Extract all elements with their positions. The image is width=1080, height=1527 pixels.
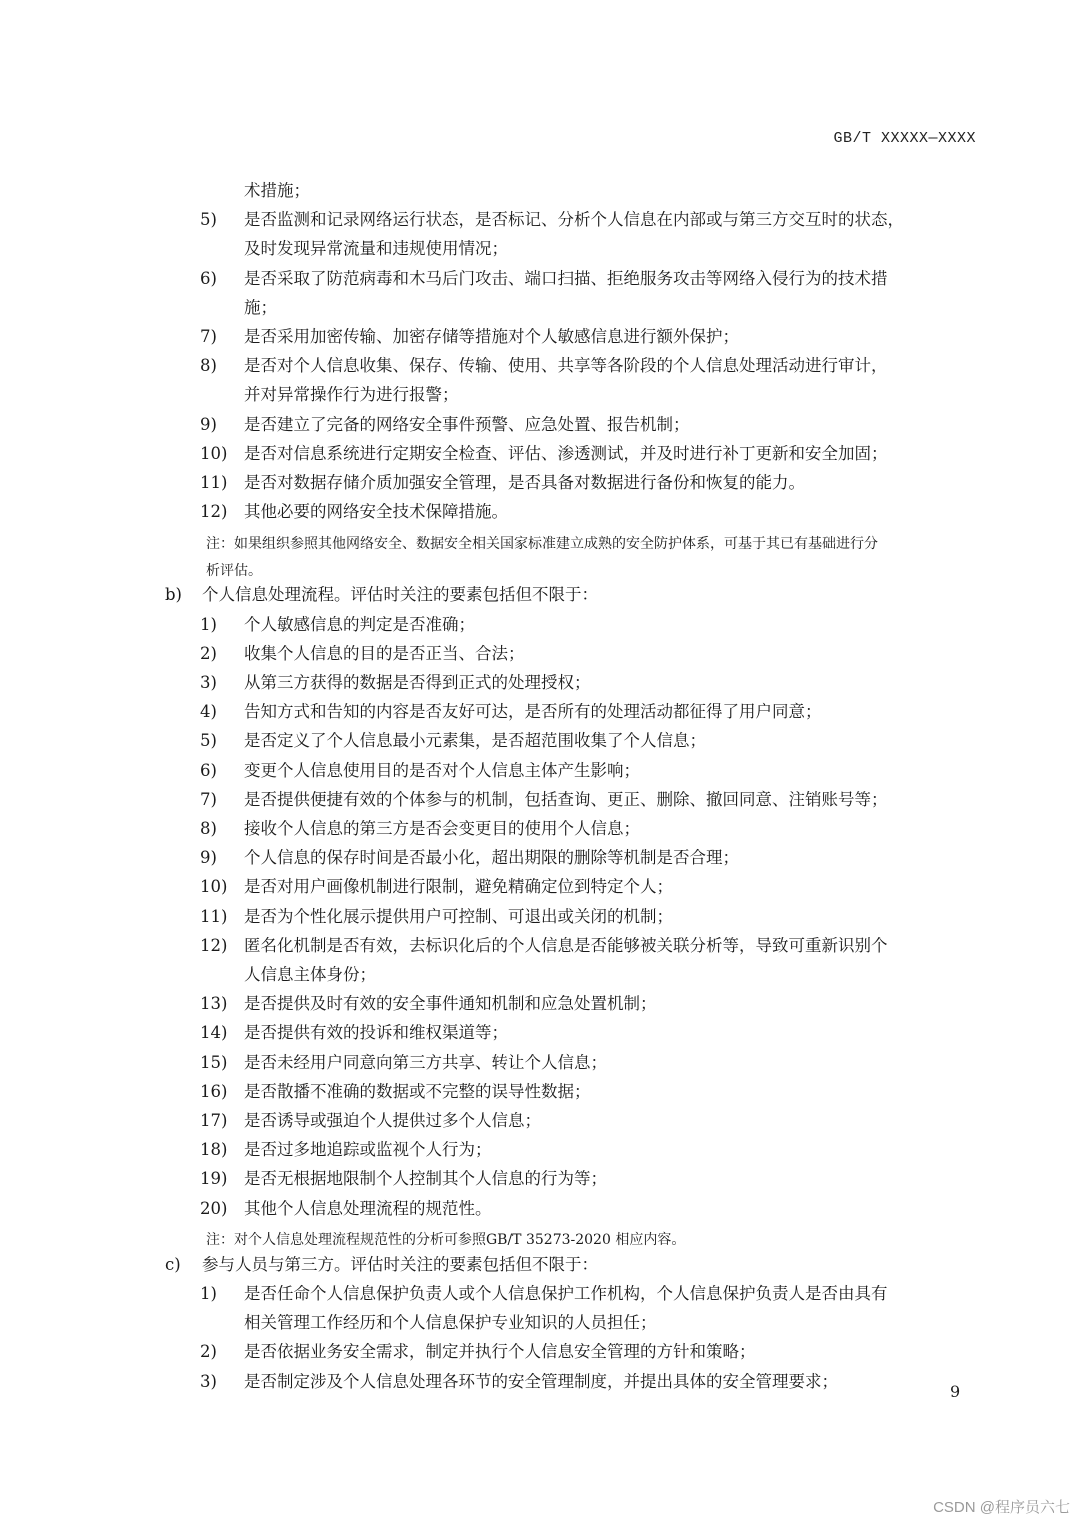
list-b-item-number: 5): [200, 731, 217, 751]
list-b-item-number: 12): [200, 935, 228, 955]
list-a-item-number: 10): [200, 443, 228, 463]
list-c-item-text: 是否任命个人信息保护负责人或个人信息保护工作机构，个人信息保护负责人是否由具有: [244, 1284, 888, 1303]
list-b-item-number: 17): [200, 1111, 228, 1130]
list-b-item-text: 个人敏感信息的判定是否准确；: [244, 614, 475, 634]
list-a-item-text: 是否采用加密传输、加密存储等措施对个人敏感信息进行额外保护；: [244, 327, 739, 346]
list-b-item-number: 14): [200, 1023, 228, 1043]
page-number: 9: [950, 1382, 961, 1401]
note-text: 析评估。: [206, 562, 262, 579]
note-text: 注：如果组织参照其他网络安全、数据安全相关国家标准建立成熟的安全防护体系，可基于其已有基础进行分: [206, 536, 878, 553]
list-c-item-text: 是否依据业务安全需求，制定并执行个人信息安全管理的方针和策略；: [244, 1342, 756, 1362]
list-c-item-number: 1): [200, 1284, 217, 1303]
list-b-item-text: 从第三方获得的数据是否得到正式的处理授权；: [244, 673, 591, 692]
list-b-item-number: 16): [200, 1081, 228, 1101]
list-c-item-number: 2): [200, 1342, 217, 1362]
list-b-item-text: 告知方式和告知的内容是否友好可达，是否所有的处理活动都征得了用户同意；: [244, 702, 822, 722]
document-id-header: GB/T XXXXX—XXXX: [833, 130, 976, 147]
section-b-label: b): [165, 585, 182, 605]
list-b-item-text: 是否诱导或强迫个人提供过多个人信息；: [244, 1111, 541, 1130]
list-a-item-text: 是否对个人信息收集、保存、传输、使用、共享等各阶段的个人信息处理活动进行审计，: [244, 356, 888, 376]
list-b-item-text: 人信息主体身份；: [244, 965, 376, 984]
list-b-item-number: 9): [200, 848, 217, 868]
section-b-title: 个人信息处理流程。评估时关注的要素包括但不限于：: [202, 585, 598, 605]
list-b-item-number: 15): [200, 1052, 228, 1072]
list-a-item-number: 8): [200, 356, 217, 376]
list-b-item-number: 20): [200, 1198, 228, 1218]
list-b-item-text: 接收个人信息的第三方是否会变更目的使用个人信息；: [244, 819, 640, 838]
section-c-label: c): [165, 1254, 181, 1274]
list-a-item-text: 施；: [244, 297, 277, 317]
list-a-item-text: 是否对信息系统进行定期安全检查、评估、渗透测试，并及时进行补丁更新和安全加固；: [244, 443, 888, 463]
note-text: 注：对个人信息处理流程规范性的分析可参照GB/T 35273-2020 相应内容。: [206, 1231, 686, 1248]
list-b-item-text: 是否对用户画像机制进行限制，避免精确定位到特定个人；: [244, 877, 673, 897]
list-b-item-text: 是否过多地追踪或监视个人行为；: [244, 1140, 492, 1160]
watermark: CSDN @程序员六七: [933, 1499, 1070, 1516]
section-c-title: 参与人员与第三方。评估时关注的要素包括但不限于：: [202, 1254, 598, 1274]
list-b-item-text: 变更个人信息使用目的是否对个人信息主体产生影响；: [244, 760, 640, 780]
list-b-item-text: 是否未经用户同意向第三方共享、转让个人信息；: [244, 1052, 607, 1072]
list-b-item-text: 收集个人信息的目的是否正当、合法；: [244, 643, 525, 663]
list-c-item-text: 是否制定涉及个人信息处理各环节的安全管理制度，并提出具体的安全管理要求；: [244, 1371, 838, 1391]
list-b-item-text: 其他个人信息处理流程的规范性。: [244, 1198, 492, 1218]
list-b-item-number: 19): [200, 1169, 228, 1189]
list-b-item-text: 是否为个性化展示提供用户可控制、可退出或关闭的机制；: [244, 906, 673, 926]
list-b-item-number: 4): [200, 702, 217, 722]
list-a-item-text: 并对异常操作行为进行报警；: [244, 385, 459, 405]
list-a-item-number: 7): [200, 327, 217, 346]
list-b-item-number: 2): [200, 643, 217, 663]
list-b-item-number: 13): [200, 994, 228, 1014]
list-a-item-number: 9): [200, 414, 217, 434]
list-a-item-text: 其他必要的网络安全技术保障措施。: [244, 502, 508, 522]
list-a-item-number: 5): [200, 210, 217, 230]
list-b-item-number: 11): [200, 906, 228, 926]
list-b-item-text: 是否散播不准确的数据或不完整的误导性数据；: [244, 1081, 591, 1101]
list-b-item-number: 3): [200, 673, 217, 692]
list-b-item-text: 是否提供有效的投诉和维权渠道等；: [244, 1023, 508, 1043]
list-b-item-number: 1): [200, 614, 217, 634]
list-b-item-text: 个人信息的保存时间是否最小化，超出期限的删除等机制是否合理；: [244, 848, 739, 868]
list-b-item-number: 6): [200, 760, 217, 780]
list-a-item-text: 是否建立了完备的网络安全事件预警、应急处置、报告机制；: [244, 414, 690, 434]
list-a-item-text: 是否对数据存储介质加强安全管理，是否具备对数据进行备份和恢复的能力。: [244, 473, 805, 492]
list-b-item-number: 7): [200, 789, 217, 809]
list-b-item-number: 10): [200, 877, 228, 897]
list-a-item-text: 是否监测和记录网络运行状态，是否标记、分析个人信息在内部或与第三方交互时的状态，: [244, 210, 904, 230]
list-c-item-text: 相关管理工作经历和个人信息保护专业知识的人员担任；: [244, 1313, 657, 1333]
list-b-item-text: 是否无根据地限制个人控制其个人信息的行为等；: [244, 1169, 607, 1189]
list-b-item-number: 18): [200, 1140, 228, 1160]
list-a-item-text: 是否采取了防范病毒和木马后门攻击、端口扫描、拒绝服务攻击等网络入侵行为的技术措: [244, 268, 888, 288]
list-a-item-number: 12): [200, 502, 228, 522]
list-b-item-text: 是否提供及时有效的安全事件通知机制和应急处置机制；: [244, 994, 657, 1014]
list-b-item-text: 是否定义了个人信息最小元素集，是否超范围收集了个人信息；: [244, 731, 706, 751]
list-a-item-text: 及时发现异常流量和违规使用情况；: [244, 239, 508, 259]
list-a-item-number: 6): [200, 268, 217, 288]
list-b-item-number: 8): [200, 819, 217, 838]
list-a-item-number: 11): [200, 473, 228, 492]
list-b-item-text: 匿名化机制是否有效，去标识化后的个人信息是否能够被关联分析等，导致可重新识别个: [244, 935, 888, 955]
list-b-item-text: 是否提供便捷有效的个体参与的机制，包括查询、更正、删除、撤回同意、注销账号等；: [244, 789, 888, 809]
continuation-text: 术措施；: [244, 181, 310, 200]
list-c-item-number: 3): [200, 1371, 217, 1391]
